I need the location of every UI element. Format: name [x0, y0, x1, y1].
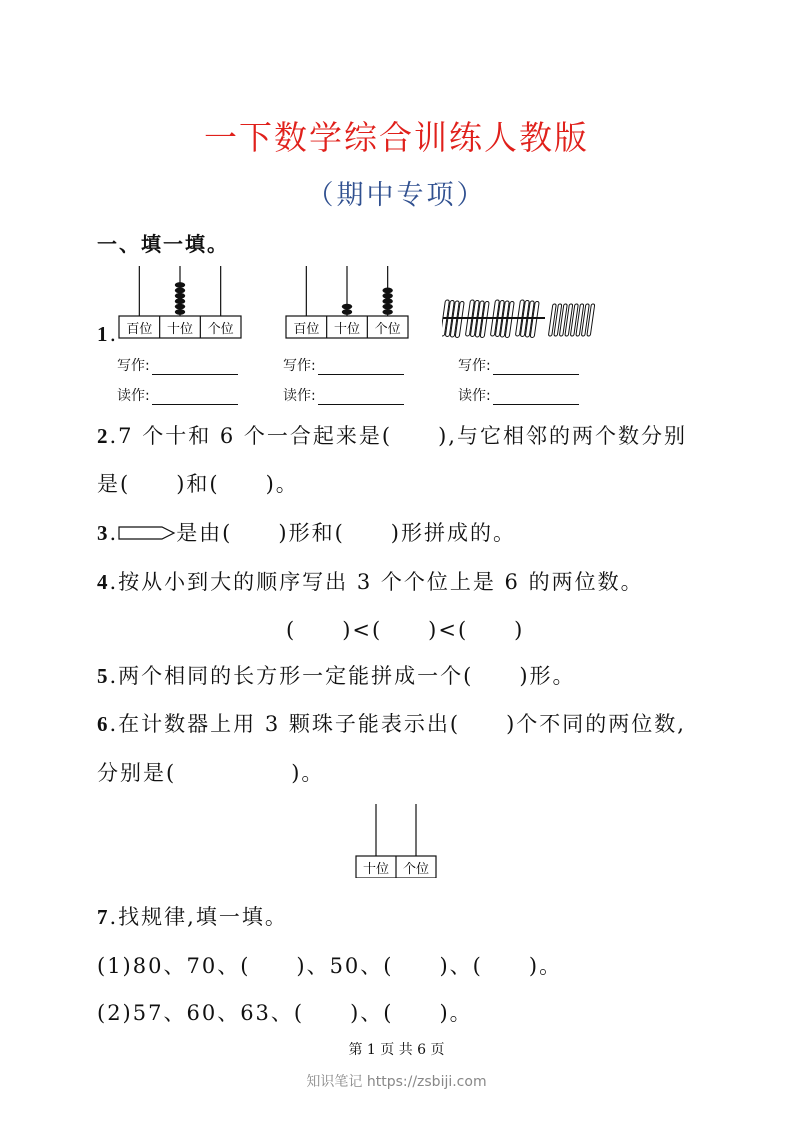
stick-bundles-figure — [442, 296, 602, 342]
q5: 5.两个相同的长方形一定能拼成一个( )形。 — [97, 664, 576, 688]
abacus-bead — [382, 309, 392, 315]
q1b-read-row: 读作: — [283, 385, 404, 405]
q6-line2: 分别是( )。 — [97, 761, 325, 785]
q7-sub1: (1)80、70、( )、50、( )、( )。 — [97, 954, 563, 978]
abacus-bead — [175, 282, 185, 288]
abacus-bead — [382, 304, 392, 310]
abacus-bead — [175, 309, 185, 315]
q6-line1: 6.在计数器上用 3 颗珠子能表示出( )个不同的两位数, — [97, 712, 686, 736]
answer-line[interactable] — [152, 390, 238, 405]
abacus-label: 十位 — [333, 322, 361, 337]
q2-line1: 2.7 个十和 6 个一合起来是( ),与它相邻的两个数分别 — [97, 424, 687, 448]
answer-line[interactable] — [152, 360, 238, 375]
abacus-bead — [175, 288, 185, 294]
q1c-read-row: 读作: — [458, 385, 579, 405]
abacus-empty — [355, 802, 439, 878]
abacus-label: 个位 — [207, 322, 234, 337]
abacus-label: 百位 — [126, 322, 153, 337]
answer-line[interactable] — [493, 390, 579, 405]
q7-sub2: (2)57、60、63、( )、( )。 — [97, 1001, 473, 1025]
abacus-label: 百位 — [293, 322, 320, 337]
q1b-write-row: 写作: — [283, 355, 404, 375]
abacus-bead — [175, 293, 185, 299]
q4: 4.按从小到大的顺序写出 3 个个位上是 6 的两位数。 — [97, 570, 644, 594]
q1a-read-row: 读作: — [117, 385, 238, 405]
abacus-b — [285, 262, 410, 340]
q1c-write-row: 写作: — [458, 355, 579, 375]
stick-bundle — [515, 300, 545, 338]
q4-blanks[interactable]: ( )<( )<( ) — [286, 618, 525, 642]
abacus-label: 个位 — [402, 862, 430, 877]
page-title: 一下数学综合训练人教版 — [204, 118, 589, 157]
answer-line[interactable] — [318, 360, 404, 375]
q1-number: 1. — [97, 322, 119, 346]
abacus-label: 十位 — [362, 862, 390, 877]
abacus-a — [118, 262, 243, 340]
q3: 3. 是由( )形和( )形拼成的。 — [97, 521, 516, 545]
page-subtitle: （期中专项） — [306, 180, 487, 211]
abacus-bead — [382, 288, 392, 294]
abacus-bead — [382, 298, 392, 304]
q7: 7.找规律,填一填。 — [97, 905, 288, 929]
abacus-bead — [175, 298, 185, 304]
answer-line[interactable] — [318, 390, 404, 405]
abacus-bead — [382, 293, 392, 299]
pencil-shape-icon — [118, 525, 176, 541]
abacus-bead — [342, 309, 352, 315]
q2-line2: 是( )和( )。 — [97, 472, 299, 496]
abacus-label: 十位 — [166, 322, 194, 337]
section-heading: 一、填一填。 — [97, 232, 229, 256]
abacus-bead — [342, 304, 352, 310]
abacus-label: 个位 — [374, 322, 401, 337]
watermark: 知识笔记 https://zsbiji.com — [306, 1074, 487, 1090]
q1a-write-row: 写作: — [117, 355, 238, 375]
page-footer: 第 1 页 共 6 页 — [348, 1042, 445, 1058]
abacus-bead — [175, 304, 185, 310]
answer-line[interactable] — [493, 360, 579, 375]
